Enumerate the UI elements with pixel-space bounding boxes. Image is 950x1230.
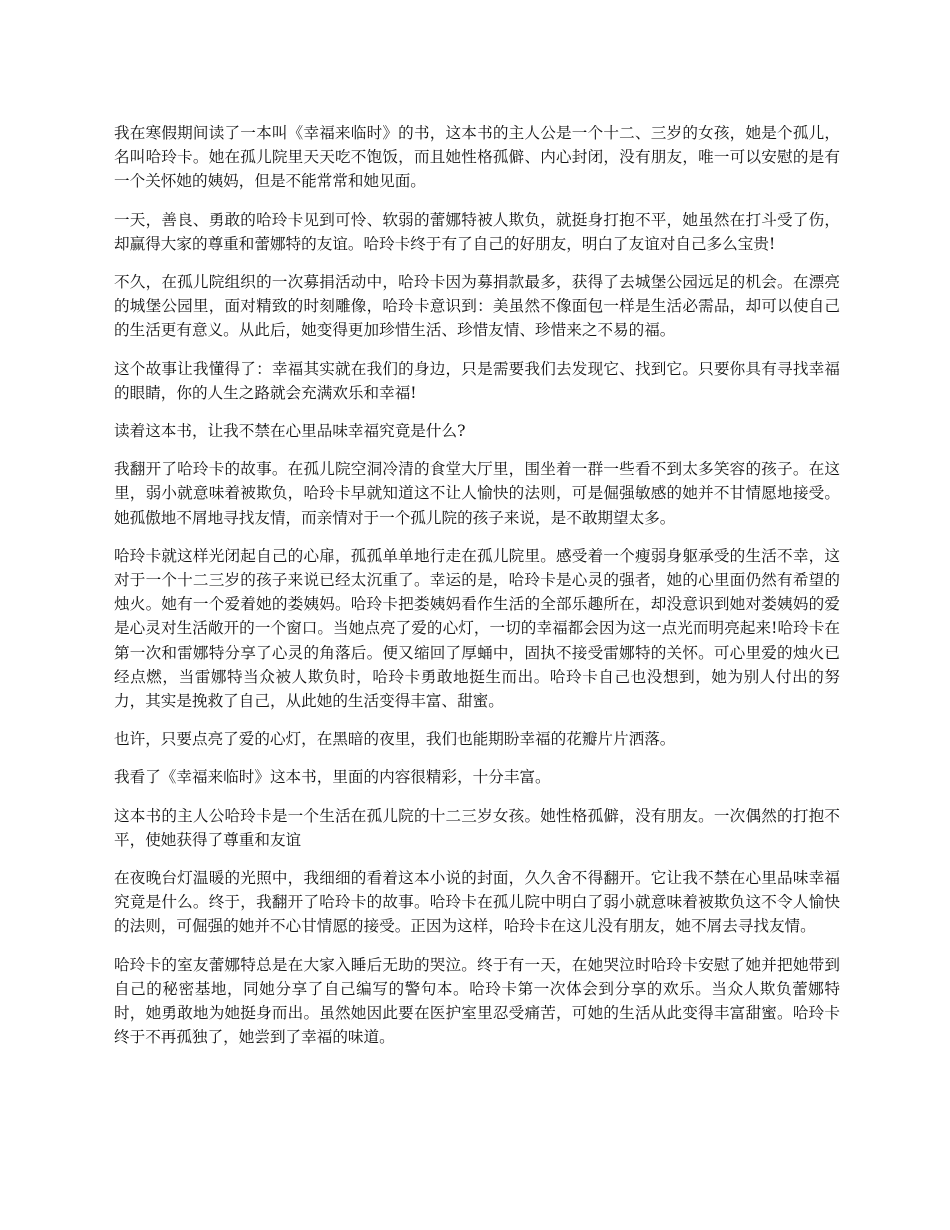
paragraph: 在夜晚台灯温暖的光照中，我细细的看着这本小说的封面，久久舍不得翻开。它让我不禁在心里品味幸福究竟是什么。终于，我翻开了哈玲卡的故事。哈玲卡在孤儿院中明白了弱小就意味着被欺负这不令人愉快的法则，可倔强的她并不心甘情愿的接受。正因为这样，哈玲卡在这儿没有朋友，她不屑去寻找友情。 [114,869,840,936]
paragraph: 哈玲卡的室友蕾娜特总是在大家入睡后无助的哭泣。终于有一天，在她哭泣时哈玲卡安慰了她并把她带到自己的秘密基地，同她分享了自己编写的警句本。哈玲卡第一次体会到分享的欢乐。当众人欺负蕾娜特时，她勇敢地为她挺身而出。虽然她因此要在医护室里忍受痛苦，可她的生活从此变得丰富甜蜜。哈玲卡终于不再孤独了，她尝到了幸福的味道。 [114,955,840,1047]
paragraph: 不久，在孤儿院组织的一次募捐活动中，哈玲卡因为募捐款最多，获得了去城堡公园远足的机会。在漂亮的城堡公园里，面对精致的时刻雕像，哈玲卡意识到：美虽然不像面包一样是生活必需品，却可以使自己的生活更有意义。从此后，她变得更加珍惜生活、珍惜友情、珍惜来之不易的福。 [114,273,840,340]
paragraph: 这个故事让我懂得了：幸福其实就在我们的身边，只是需要我们去发现它、找到它。只要你具有寻找幸福的眼睛，你的人生之路就会充满欢乐和幸福! [114,359,840,402]
document-body [114,121,840,1064]
paragraph: 也许，只要点亮了爱的心灯，在黑暗的夜里，我们也能期盼幸福的花瓣片片洒落。 [114,730,676,749]
paragraph: 我翻开了哈玲卡的故事。在孤儿院空洞冷清的食堂大厅里，围坐着一群一些看不到太多笑容的孩子。在这里，弱小就意味着被欺负，哈玲卡早就知道这不让人愉快的法则，可是倔强敏感的她并不甘情愿地接受。她孤傲地不屑地寻找友情，而亲情对于一个孤儿院的孩子来说，是不敢期望太多。 [114,460,840,527]
paragraph: 我看了《幸福来临时》这本书，里面的内容很精彩，十分丰富。 [114,768,551,787]
paragraph: 哈玲卡就这样光闭起自己的心扉，孤孤单单地行走在孤儿院里。感受着一个瘦弱身躯承受的生活不幸，这对于一个十二三岁的孩子来说已经太沉重了。幸运的是，哈玲卡是心灵的强者，她的心里面仍然有希望的烛火。她有一个爱着她的娄姨妈。哈玲卡把娄姨妈看作生活的全部乐趣所在，却没意识到她对娄姨妈的爱是心灵对生活敞开的一个窗口。当她点亮了爱的心灯，一切的幸福都会因为这一点光而明亮起来!哈玲卡在第一次和雷娜特分享了心灵的角落后。便又缩回了厚蛹中，固执不接受雷娜特的关怀。可心里爱的烛火已经点燃，当雷娜特当众被人欺负时，哈玲卡勇敢地挺生而出。哈玲卡自己也没想到，她为别人付出的努力，其实是挽救了自己，从此她的生活变得丰富、甜蜜。 [114,546,840,711]
paragraph: 我在寒假期间读了一本叫《幸福来临时》的书，这本书的主人公是一个十二、三岁的女孩，她是个孤儿，名叫哈玲卡。她在孤儿院里天天吃不饱饭，而且她性格孤僻、内心封闭，没有朋友，唯一可以安慰的是有一个关怀她的姨妈，但是不能常常和她见面。 [114,124,840,191]
paragraph: 这本书的主人公哈玲卡是一个生活在孤儿院的十二三岁女孩。她性格孤僻，没有朋友。一次偶然的打抱不平，使她获得了尊重和友谊 [114,806,840,849]
paragraph: 一天，善良、勇敢的哈玲卡见到可怜、软弱的蕾娜特被人欺负，就挺身打抱不平，她虽然在打斗受了伤，却赢得大家的尊重和蕾娜特的友谊。哈玲卡终于有了自己的好朋友，明白了友谊对自己多么宝贵! [114,210,840,253]
paragraph: 读着这本书，让我不禁在心里品味幸福究竟是什么? [114,422,466,441]
